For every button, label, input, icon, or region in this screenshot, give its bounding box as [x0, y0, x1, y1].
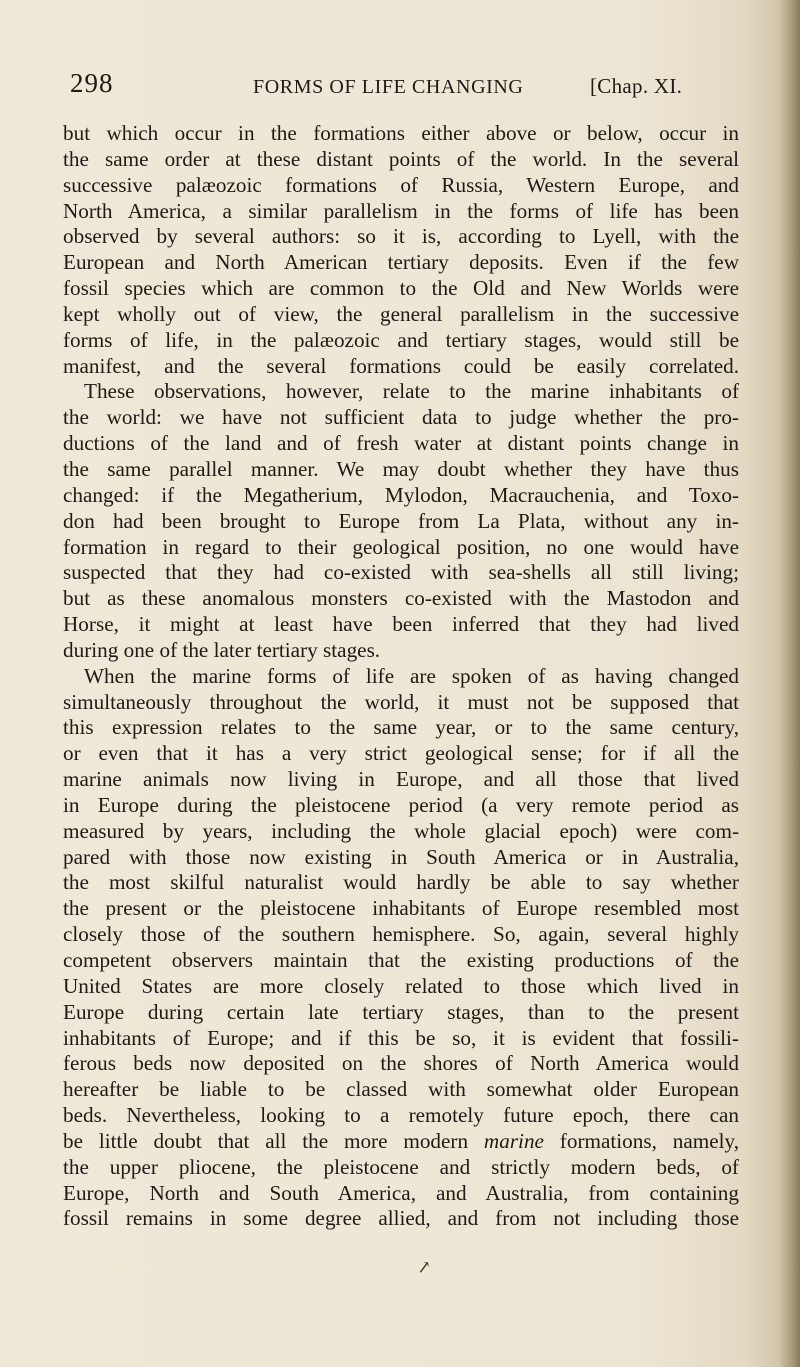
running-title: FORMS OF LIFE CHANGING: [253, 76, 524, 98]
text-line: the same order at these distant points of the world. In the several: [63, 146, 739, 171]
text-line: formation in regard to their geological position, no one would have: [63, 534, 739, 559]
text-line: this expression relates to the same year, or to the same century,: [63, 715, 739, 740]
text-line: simultaneously throughout the world, it must not be supposed that: [63, 689, 739, 714]
text-line: United States are more closely related to those which lived in: [63, 973, 739, 998]
text-line: the most skilful naturalist would hardly be able to say whether: [63, 870, 739, 895]
text-line: the same parallel manner. We may doubt whether they have thus: [63, 456, 739, 481]
italic-word: marine: [483, 1128, 544, 1153]
text-line: but as these anomalous monsters co-existed with the Mastodon and: [63, 586, 739, 611]
text-line: forms of life, in the palæozoic and tertiary stages, would still be: [63, 327, 739, 352]
text-line: suspected that they had co-existed with sea-shells all still living;: [63, 560, 739, 585]
text-line: or even that it has a very strict geological sense; for if all the: [63, 741, 739, 766]
text-segment: be little doubt that all the more modern: [63, 1128, 484, 1153]
text-line-with-italic: [63, 1129, 739, 1155]
text-line: manifest, and the several formations could be easily correlated.: [63, 353, 739, 378]
text-line: marine animals now living in Europe, and all those that lived: [63, 767, 739, 792]
text-line: North America, a similar parallelism in the forms of life has been: [63, 198, 739, 223]
text-line: closely those of the southern hemisphere. So, again, several highly: [63, 922, 739, 947]
text-line: observed by several authors: so it is, according to Lyell, with the: [63, 224, 739, 249]
text-line: the present or the pleistocene inhabitants of Europe resembled most: [63, 896, 739, 921]
paragraph-start-line: These observations, however, relate to the marine inhabitants of: [84, 379, 739, 404]
text-line: ferous beds now deposited on the shores of North America would: [63, 1051, 739, 1076]
text-segment: formations, namely,: [543, 1128, 739, 1153]
text-line: the upper pliocene, the pleistocene and strictly modern beds, of: [63, 1154, 739, 1179]
text-line: successive palæozoic formations of Russia, Western Europe, and: [63, 172, 739, 197]
text-line: pared with those now existing in South America or in Australia,: [63, 844, 739, 869]
text-line: measured by years, including the whole glacial epoch) were com-: [63, 818, 739, 843]
page-edge-shadow: [778, 0, 800, 1367]
text-line: European and North American tertiary deposits. Even if the few: [63, 250, 739, 275]
body-text: [63, 121, 739, 1232]
text-line: the world: we have not sufficient data to judge whether the pro-: [63, 405, 739, 430]
text-line: beds. Nevertheless, looking to a remotely future epoch, there can: [63, 1103, 739, 1128]
paragraph-start-line: When the marine forms of life are spoken of as having changed: [84, 663, 739, 688]
text-line: Horse, it might at least have been inferred that they had lived: [63, 612, 739, 637]
printer-mark: ↗: [415, 1257, 431, 1278]
text-line: fossil species which are common to the Old and New Worlds were: [63, 276, 739, 301]
text-line: competent observers maintain that the existing productions of the: [63, 948, 739, 972]
chapter-reference: [Chap. XI.: [590, 74, 683, 98]
text-line: don had been brought to Europe from La Plata, without any in-: [63, 508, 739, 533]
text-line: but which occur in the formations either above or below, occur in: [63, 121, 739, 145]
page-number: 298: [70, 68, 114, 98]
text-line: Europe during certain late tertiary stages, than to the present: [63, 999, 739, 1024]
text-line: hereafter be liable to be classed with somewhat older European: [63, 1077, 739, 1102]
text-line: Europe, North and South America, and Australia, from containing: [63, 1180, 739, 1205]
text-line: inhabitants of Europe; and if this be so, it is evident that fossili-: [63, 1025, 739, 1050]
text-line: fossil remains in some degree allied, and from not including those: [63, 1206, 739, 1231]
text-line: in Europe during the pleistocene period (a very remote period as: [63, 792, 739, 817]
running-head: [0, 68, 800, 108]
text-line: ductions of the land and of fresh water at distant points change in: [63, 431, 739, 456]
text-line: changed: if the Megatherium, Mylodon, Macrauchenia, and Toxo-: [63, 482, 739, 507]
text-line: kept wholly out of view, the general parallelism in the successive: [63, 301, 739, 326]
paragraph-end-line: during one of the later tertiary stages.: [63, 637, 381, 662]
